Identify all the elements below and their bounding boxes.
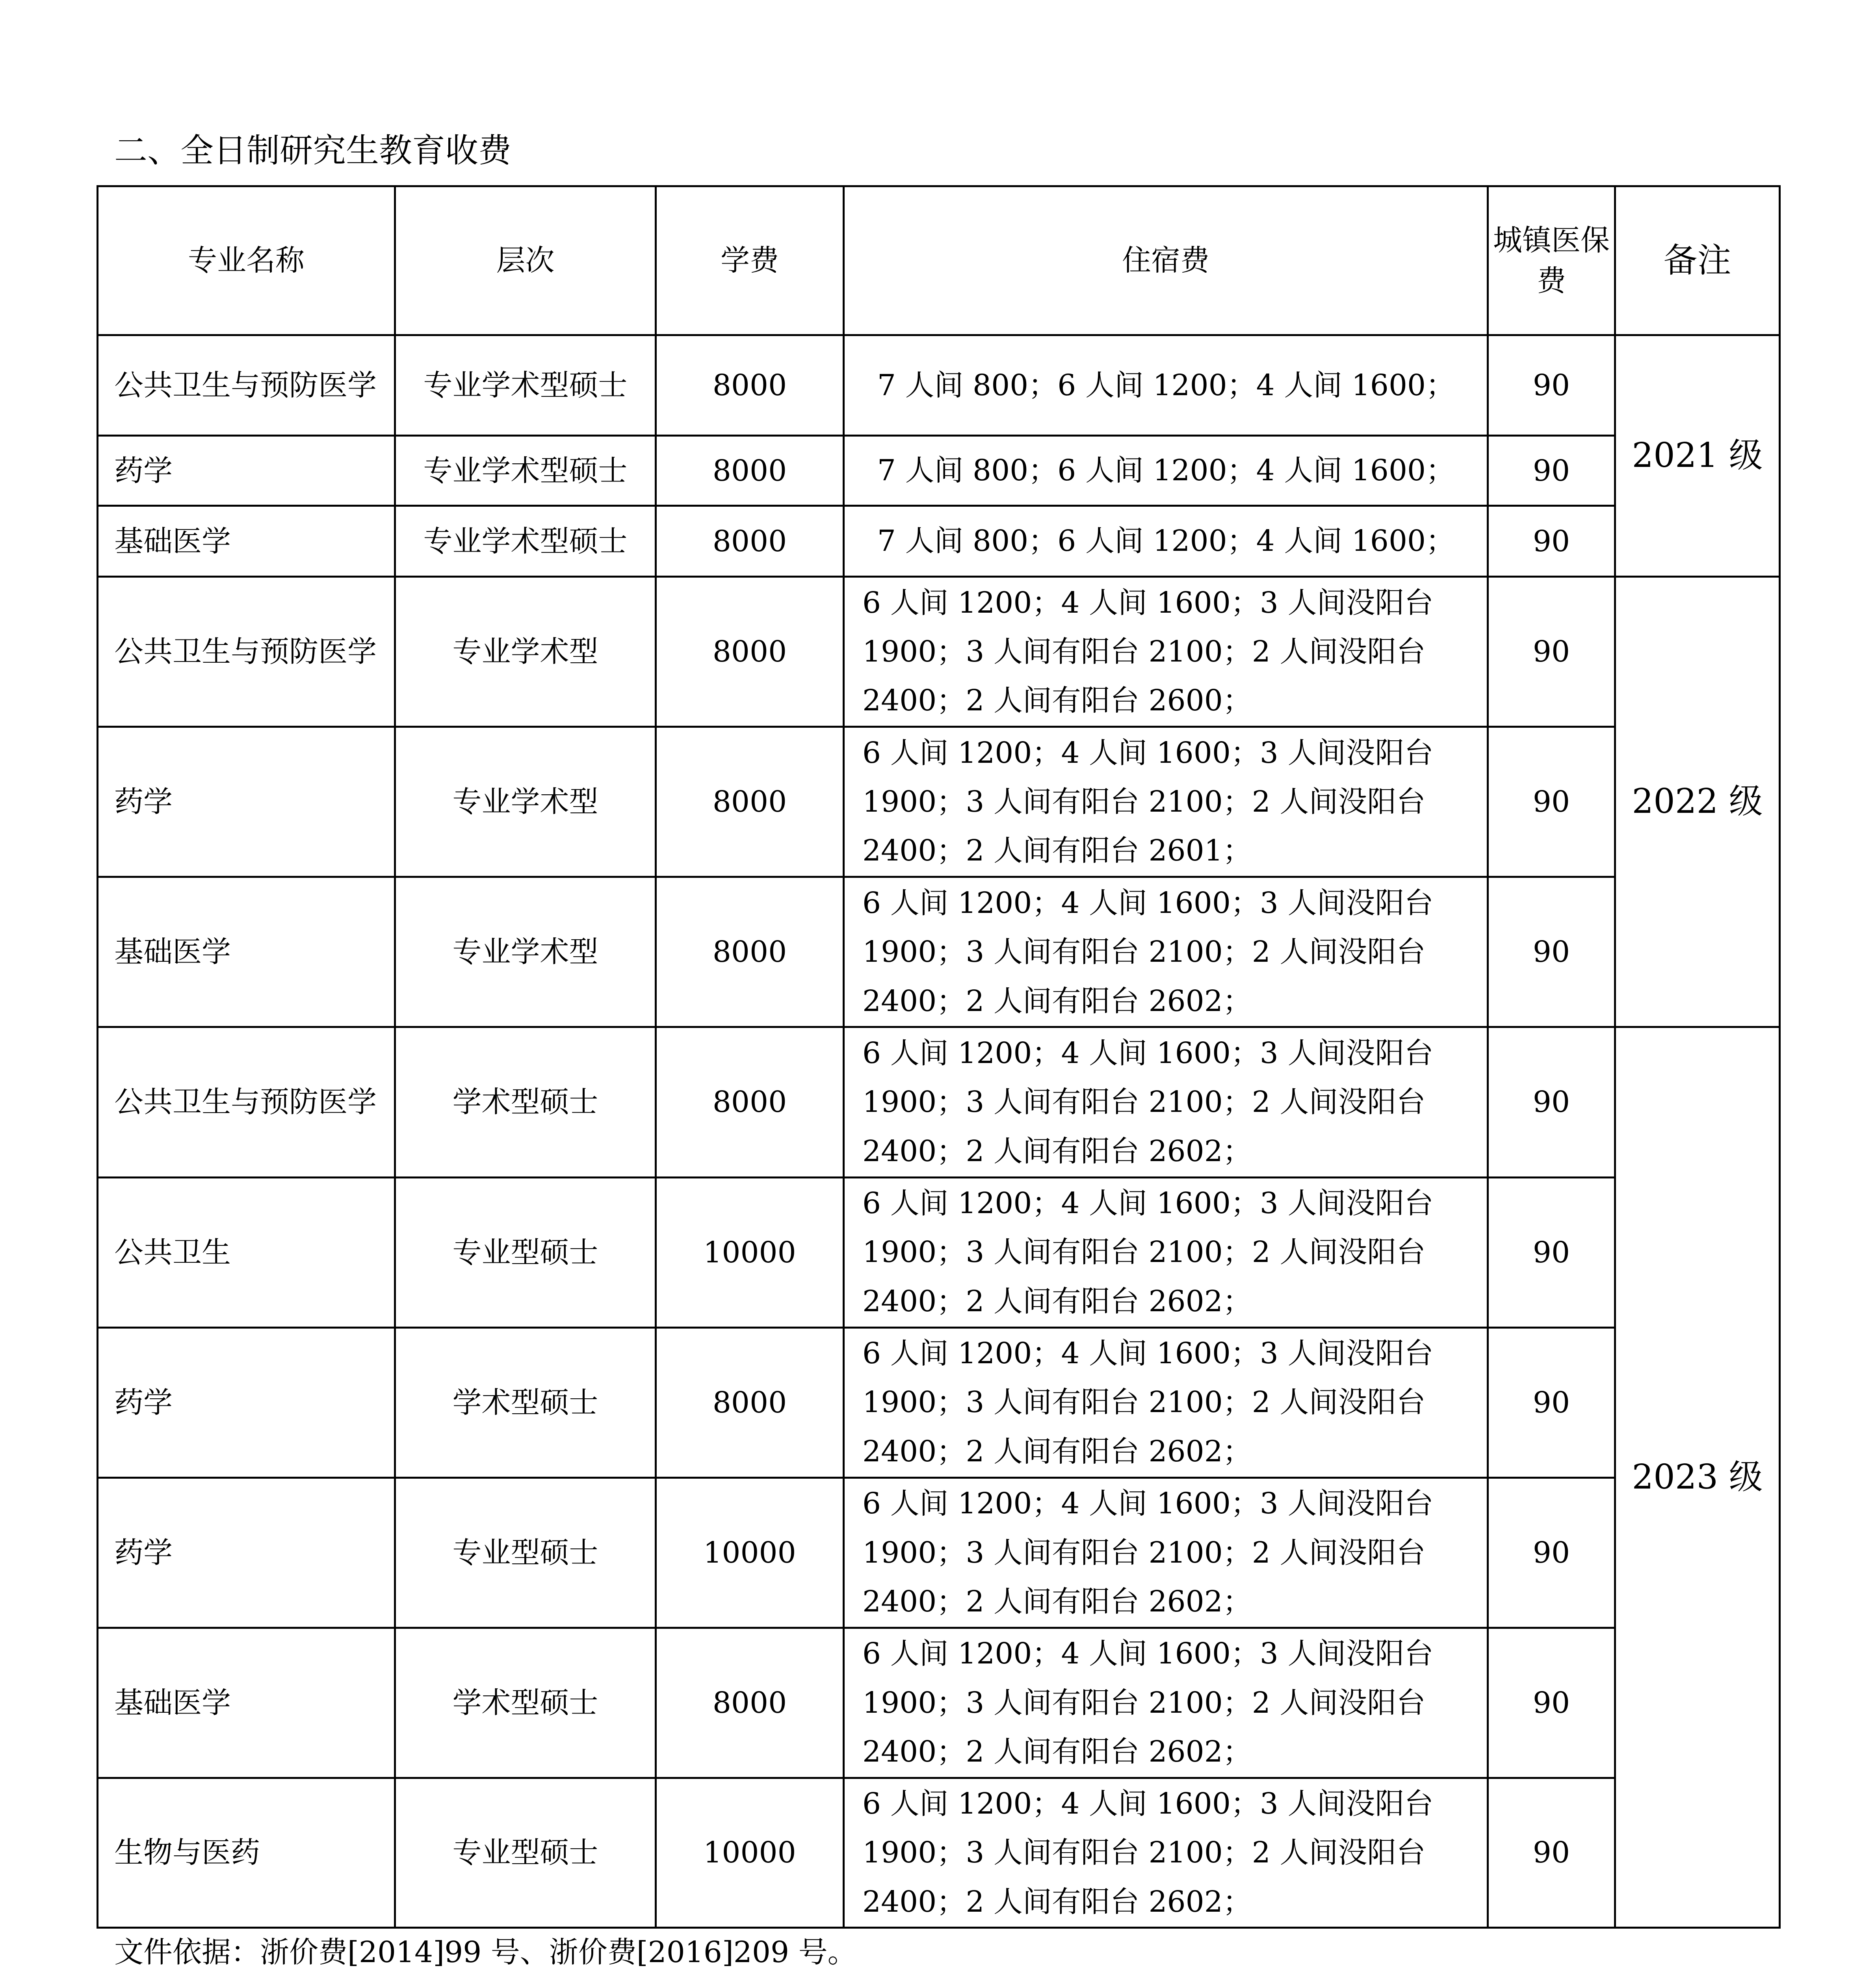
cell-tuition: 8000: [656, 577, 844, 727]
cell-note-2022: 2022 级: [1615, 577, 1780, 1027]
cell-level: 学术型硕士: [395, 1027, 656, 1177]
cell-insurance: 90: [1488, 1027, 1615, 1177]
section-heading: 二、全日制研究生教育收费: [114, 131, 512, 170]
cell-insurance: 90: [1488, 727, 1615, 877]
cell-level: 专业型硕士: [395, 1177, 656, 1327]
source-footnote: 文件依据：浙价费[2014]99 号、浙价费[2016]209 号。: [114, 1935, 857, 1969]
cell-dorm: 7 人间 800；6 人间 1200；4 人间 1600；: [844, 506, 1488, 577]
cell-tuition: 8000: [656, 727, 844, 877]
cell-dorm: 6 人间 1200；4 人间 1600；3 人间没阳台 1900；3 人间有阳台 2100；2 人间没阳台 2400；2 人间有阳台 2602；: [844, 1778, 1488, 1927]
header-level: 层次: [395, 186, 656, 335]
cell-tuition: 8000: [656, 1027, 844, 1177]
cell-note-2023: 2023 级: [1615, 1027, 1780, 1928]
table-row: [98, 1327, 1780, 1478]
cell-dorm: 6 人间 1200；4 人间 1600；3 人间没阳台 1900；3 人间有阳台 2100；2 人间没阳台 2400；2 人间有阳台 2602；: [844, 1177, 1488, 1327]
cell-level: 专业型硕士: [395, 1478, 656, 1628]
table-row: [98, 577, 1780, 727]
cell-level: 专业学术型硕士: [395, 436, 656, 506]
cell-level: 专业学术型: [395, 877, 656, 1027]
cell-major: 基础医学: [98, 506, 395, 577]
header-insurance: 城镇医保费: [1488, 186, 1615, 335]
cell-tuition: 8000: [656, 335, 844, 436]
cell-major: 公共卫生与预防医学: [98, 577, 395, 727]
cell-dorm: 7 人间 800；6 人间 1200；4 人间 1600；: [844, 335, 1488, 436]
cell-level: 专业学术型: [395, 727, 656, 877]
cell-major: 基础医学: [98, 877, 395, 1027]
cell-tuition: 8000: [656, 1628, 844, 1778]
cell-insurance: 90: [1488, 436, 1615, 506]
fee-table: [97, 185, 1781, 1929]
cell-tuition: 8000: [656, 506, 844, 577]
table-row: [98, 1778, 1780, 1927]
cell-dorm: 6 人间 1200；4 人间 1600；3 人间没阳台 1900；3 人间有阳台 2100；2 人间没阳台 2400；2 人间有阳台 2602；: [844, 1027, 1488, 1177]
cell-dorm: 6 人间 1200；4 人间 1600；3 人间没阳台 1900；3 人间有阳台 2100；2 人间没阳台 2400；2 人间有阳台 2602；: [844, 877, 1488, 1027]
header-major: 专业名称: [98, 186, 395, 335]
cell-insurance: 90: [1488, 1177, 1615, 1327]
table-row: [98, 1177, 1780, 1327]
cell-tuition: 10000: [656, 1177, 844, 1327]
cell-major: 药学: [98, 436, 395, 506]
cell-insurance: 90: [1488, 335, 1615, 436]
cell-insurance: 90: [1488, 506, 1615, 577]
cell-dorm: 6 人间 1200；4 人间 1600；3 人间没阳台 1900；3 人间有阳台 2100；2 人间没阳台 2400；2 人间有阳台 2600；: [844, 577, 1488, 727]
cell-insurance: 90: [1488, 577, 1615, 727]
table-row: [98, 1027, 1780, 1177]
cell-tuition: 10000: [656, 1778, 844, 1927]
cell-dorm: 7 人间 800；6 人间 1200；4 人间 1600；: [844, 436, 1488, 506]
cell-note-2021: 2021 级: [1615, 335, 1780, 577]
header-tuition: 学费: [656, 186, 844, 335]
cell-level: 专业学术型: [395, 577, 656, 727]
cell-level: 专业学术型硕士: [395, 506, 656, 577]
cell-dorm: 6 人间 1200；4 人间 1600；3 人间没阳台 1900；3 人间有阳台 2100；2 人间没阳台 2400；2 人间有阳台 2601；: [844, 727, 1488, 877]
cell-level: 学术型硕士: [395, 1327, 656, 1478]
table-row: [98, 1478, 1780, 1628]
cell-insurance: 90: [1488, 1778, 1615, 1927]
cell-major: 基础医学: [98, 1628, 395, 1778]
cell-tuition: 8000: [656, 436, 844, 506]
table-header-row: [98, 186, 1780, 335]
cell-level: 学术型硕士: [395, 1628, 656, 1778]
cell-insurance: 90: [1488, 1478, 1615, 1628]
cell-major: 公共卫生: [98, 1177, 395, 1327]
cell-insurance: 90: [1488, 1327, 1615, 1478]
cell-insurance: 90: [1488, 877, 1615, 1027]
cell-level: 专业学术型硕士: [395, 335, 656, 436]
cell-major: 生物与医药: [98, 1778, 395, 1927]
cell-dorm: 6 人间 1200；4 人间 1600；3 人间没阳台 1900；3 人间有阳台 2100；2 人间没阳台 2400；2 人间有阳台 2602；: [844, 1327, 1488, 1478]
header-note: 备注: [1615, 186, 1780, 335]
cell-dorm: 6 人间 1200；4 人间 1600；3 人间没阳台 1900；3 人间有阳台 2100；2 人间没阳台 2400；2 人间有阳台 2602；: [844, 1628, 1488, 1778]
cell-insurance: 90: [1488, 1628, 1615, 1778]
table-row: [98, 1628, 1780, 1778]
table-row: [98, 335, 1780, 436]
cell-tuition: 10000: [656, 1478, 844, 1628]
table-row: [98, 506, 1780, 577]
cell-major: 公共卫生与预防医学: [98, 1027, 395, 1177]
cell-major: 药学: [98, 727, 395, 877]
cell-major: 药学: [98, 1327, 395, 1478]
cell-level: 专业型硕士: [395, 1778, 656, 1927]
cell-dorm: 6 人间 1200；4 人间 1600；3 人间没阳台 1900；3 人间有阳台 2100；2 人间没阳台 2400；2 人间有阳台 2602；: [844, 1478, 1488, 1628]
table-row: [98, 877, 1780, 1027]
header-dorm: 住宿费: [844, 186, 1488, 335]
table-row: [98, 436, 1780, 506]
cell-tuition: 8000: [656, 1327, 844, 1478]
cell-major: 药学: [98, 1478, 395, 1628]
cell-major: 公共卫生与预防医学: [98, 335, 395, 436]
cell-tuition: 8000: [656, 877, 844, 1027]
table-row: [98, 727, 1780, 877]
